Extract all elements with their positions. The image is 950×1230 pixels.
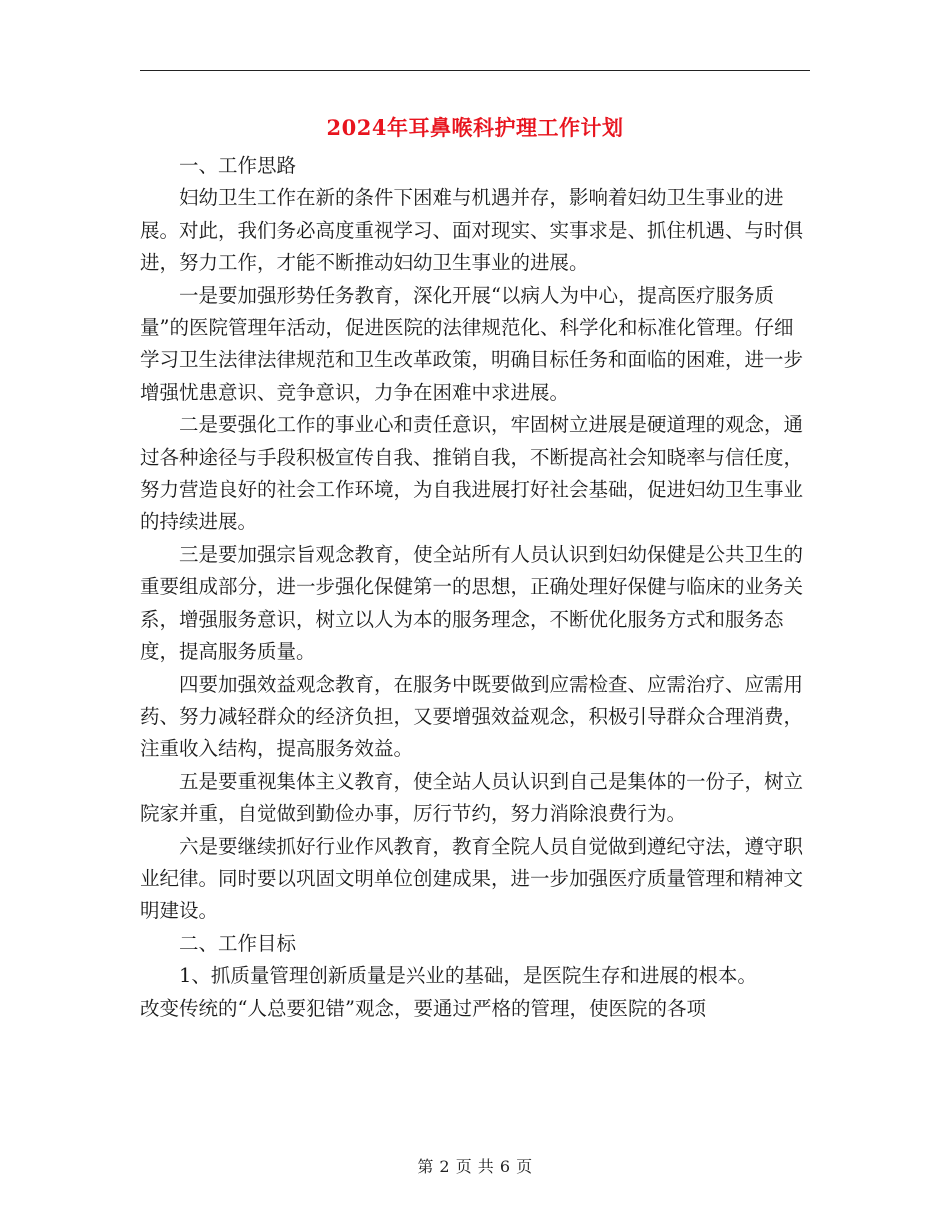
paragraph-continued: 改变传统的“人总要犯错”观念，要通过严格的管理，使医院的各项 bbox=[140, 996, 706, 1020]
section-heading: 二、工作目标 bbox=[179, 931, 297, 955]
paragraph: 四要加强效益观念教育，在服务中既要做到应需检查、应需治疗、应需用药、努力减轻群众的经济负担，又要增强效益观念，积极引导群众合理消费，注重收入结构，提高服务效益。 bbox=[140, 672, 804, 761]
paragraph: 六是要继续抓好行业作风教育，教育全院人员自觉做到遵纪守法，遵守职业纪律。同时要以巩固文明单位创建成果，进一步加强医疗质量管理和精神文明建设。 bbox=[140, 834, 804, 923]
paragraph: 五是要重视集体主义教育，使全站人员认识到自己是集体的一份子，树立院家并重，自觉做到勤俭办事，厉行节约，努力消除浪费行为。 bbox=[140, 769, 804, 826]
paragraph: 二是要强化工作的事业心和责任意识，牢固树立进展是硬道理的观念，通过各种途径与手段积极宣传自我、推销自我，不断提高社会知晓率与信任度，努力营造良好的社会工作环境，为自我进展打好社会基础，促进妇幼卫生事业的持续进展。 bbox=[140, 413, 804, 534]
paragraph: 妇幼卫生工作在新的条件下困难与机遇并存，影响着妇幼卫生事业的进展。对此，我们务必高度重视学习、面对现实、实事求是、抓住机遇、与时俱进，努力工作，才能不断推动妇幼卫生事业的进展。 bbox=[140, 186, 804, 275]
paragraph: 一是要加强形势任务教育，深化开展“以病人为中心，提高医疗服务质量”的医院管理年活动，促进医院的法律规范化、科学化和标准化管理。仔细学习卫生法律法律规范和卫生改革政策，明确目标任务和面临的困难，进一步增强忧患意识、竞争意识，力争在困难中求进展。 bbox=[140, 283, 804, 404]
section-heading: 一、工作思路 bbox=[179, 154, 297, 177]
paragraph: 三是要加强宗旨观念教育，使全站所有人员认识到妇幼保健是公共卫生的重要组成部分，进一步强化保健第一的思想，正确处理好保健与临床的业务关系，增强服务意识，树立以人为本的服务理念，不断优化服务方式和服务态度，提高服务质量。 bbox=[140, 542, 804, 664]
paragraph: 1、抓质量管理创新质量是兴业的基础，是医院生存和进展的根本。 bbox=[179, 964, 757, 988]
header-rule bbox=[140, 70, 810, 71]
document-title: 2024年耳鼻喉科护理工作计划 bbox=[326, 115, 624, 140]
page-footer: 第 2 页 共 6 页 bbox=[417, 1157, 533, 1176]
document-body bbox=[140, 150, 810, 1025]
